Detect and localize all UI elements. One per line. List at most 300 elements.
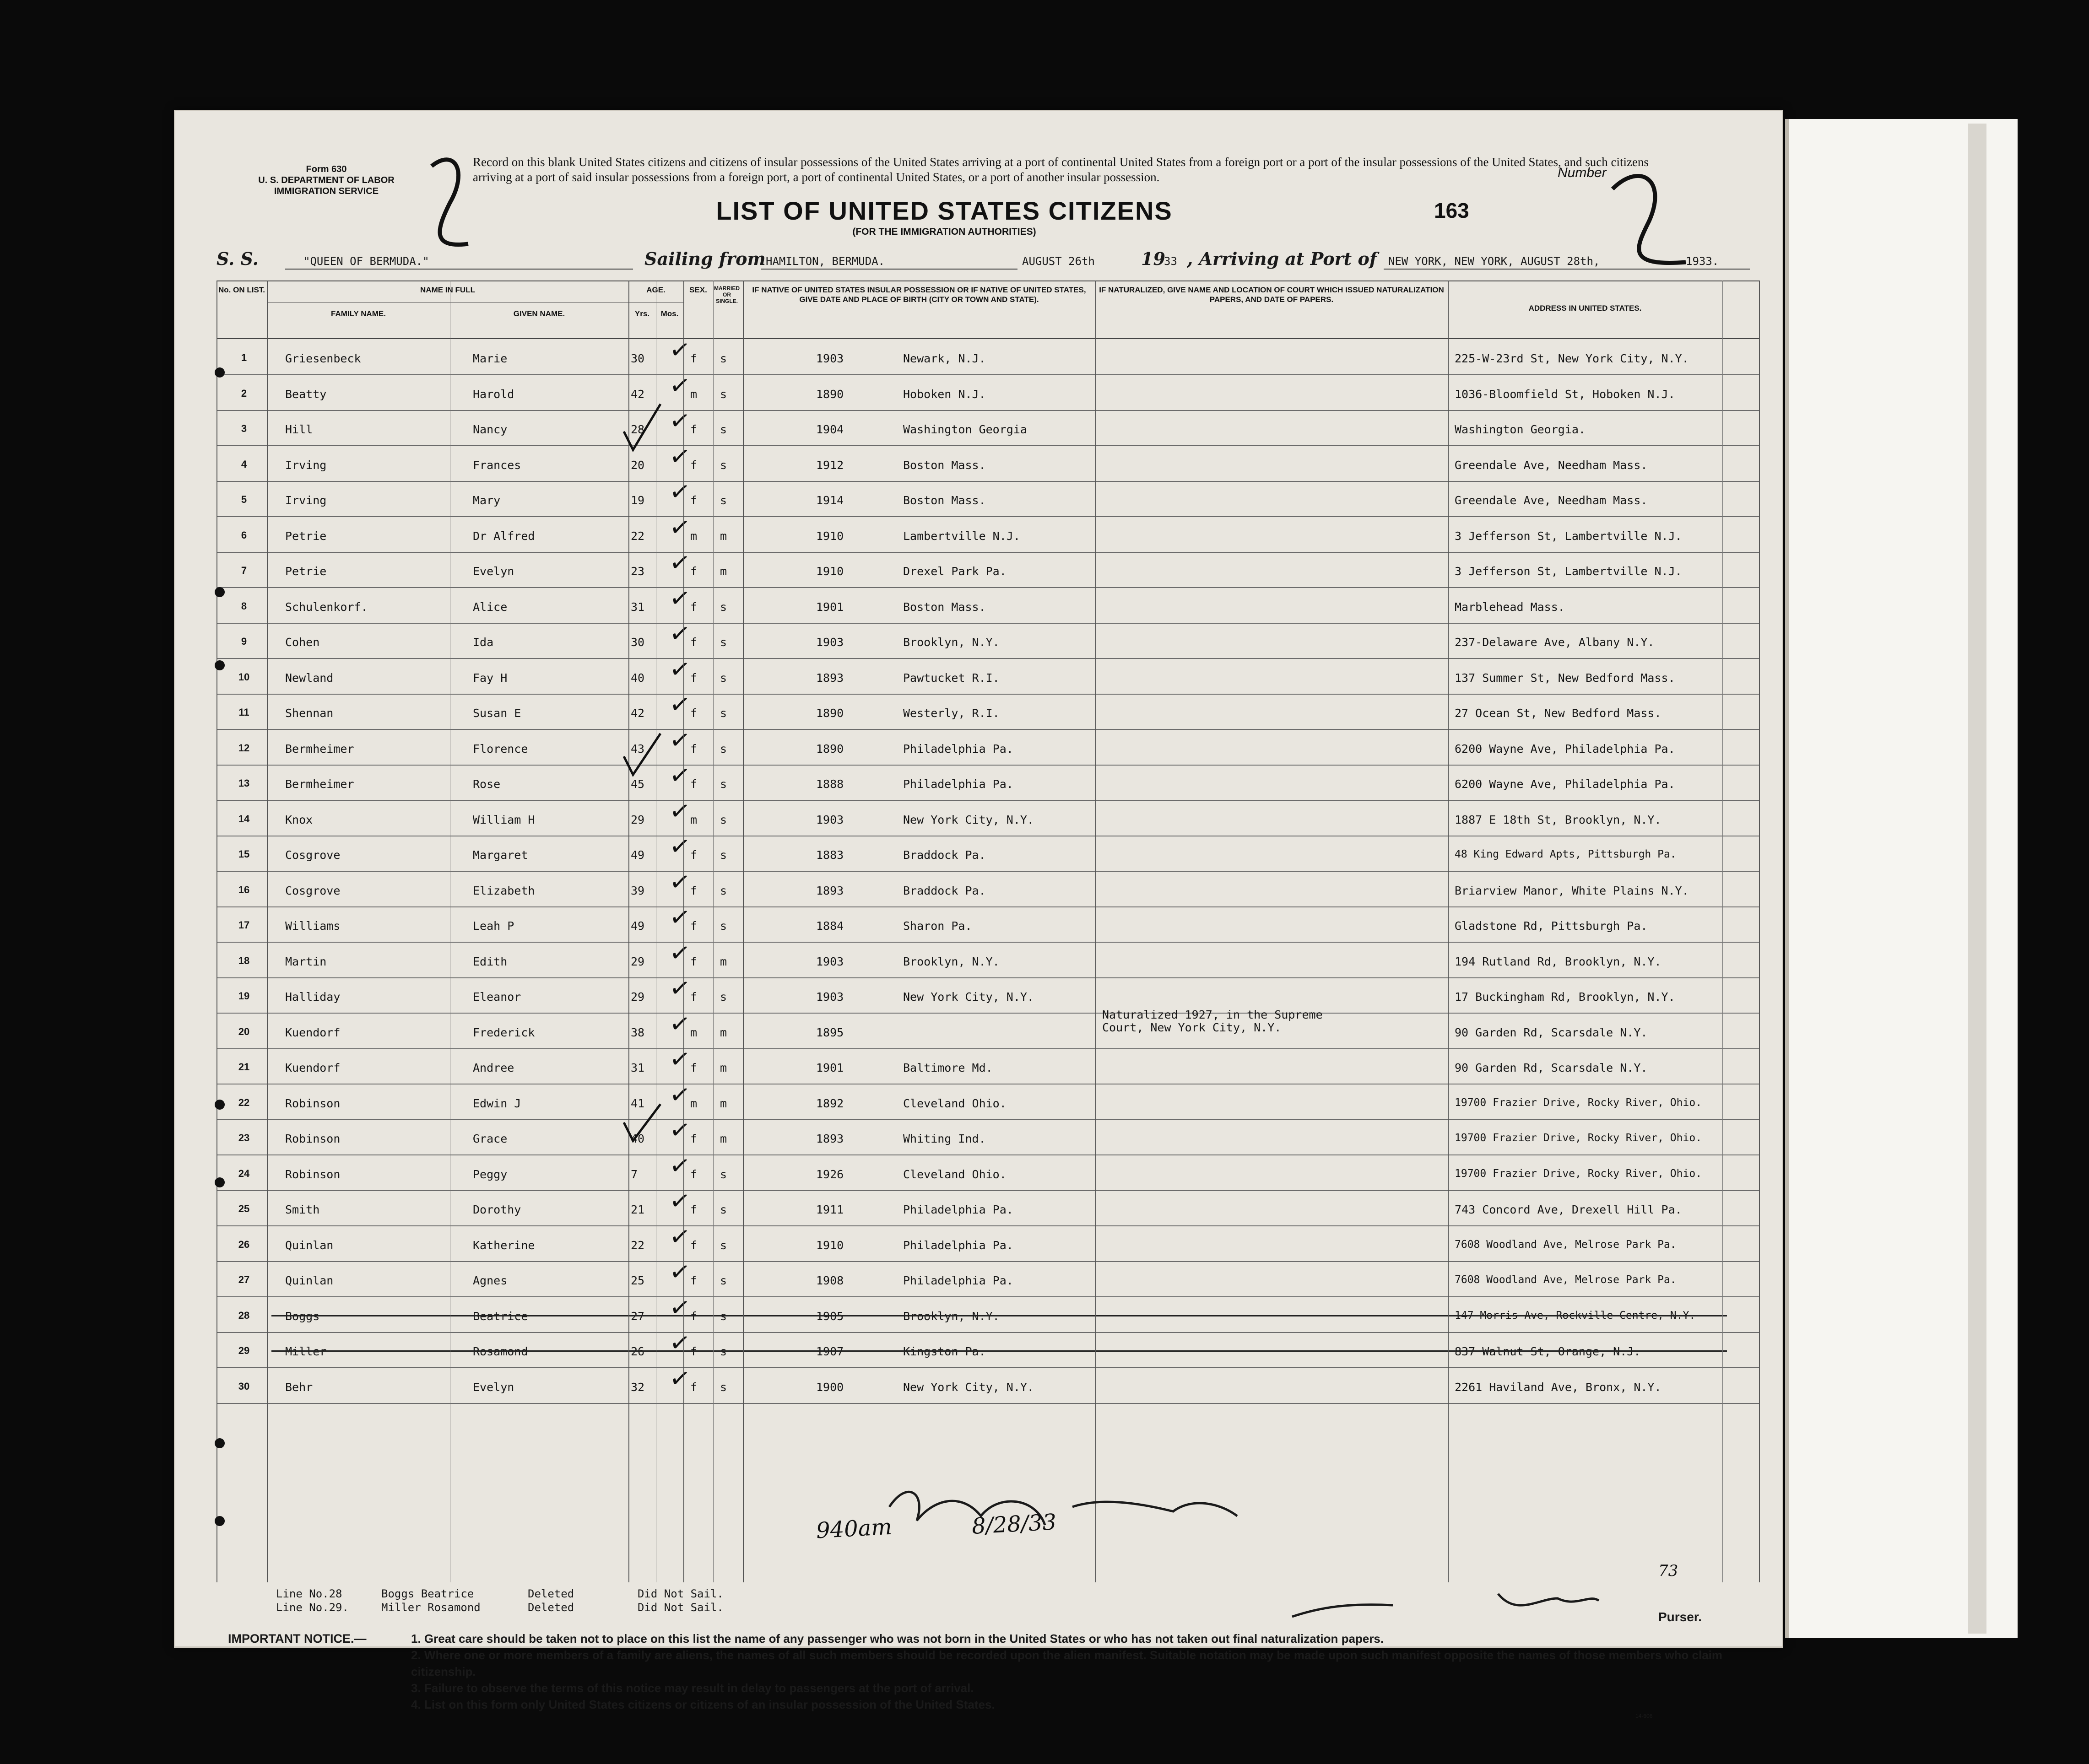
col-family-name: FAMILY NAME.: [331, 309, 386, 318]
cell-given: Margaret: [473, 848, 528, 862]
cell-place: Braddock Pa.: [903, 884, 986, 897]
year-prefix: 19: [1141, 248, 1165, 269]
cell-year: 1901: [816, 1061, 844, 1074]
cell-sex: f: [690, 1061, 698, 1074]
cell-year: 1903: [816, 352, 844, 365]
cell-address: 194 Rutland Rd, Brooklyn, N.Y.: [1455, 955, 1661, 968]
cell-year: 1912: [816, 458, 844, 472]
cell-given: Agnes: [473, 1274, 508, 1287]
cell-place: Boston Mass.: [903, 600, 986, 614]
cell-sex: f: [690, 1309, 698, 1323]
cell-year: 1888: [816, 777, 844, 791]
cell-given: Katherine: [473, 1238, 535, 1252]
cell-address: Greendale Ave, Needham Mass.: [1455, 494, 1648, 507]
cell-address: 48 King Edward Apts, Pittsburgh Pa.: [1455, 848, 1677, 860]
cell-sex: f: [690, 458, 698, 472]
cell-no: 1: [241, 352, 247, 363]
cell-place: Brooklyn, N.Y.: [903, 955, 1000, 968]
cell-no: 13: [238, 777, 250, 789]
cell-address: 6200 Wayne Ave, Philadelphia Pa.: [1455, 742, 1675, 755]
checkmark-strokes: [624, 404, 660, 1141]
cell-place: Philadelphia Pa.: [903, 742, 1013, 755]
cell-no: 2: [241, 387, 247, 399]
cell-place: Philadelphia Pa.: [903, 777, 1013, 791]
cell-ms: s: [720, 423, 727, 436]
purser-label: Purser.: [1658, 1610, 1702, 1624]
binding-hole: [215, 587, 225, 597]
cell-family: Irving: [285, 458, 327, 472]
cell-family: Hill: [285, 423, 313, 436]
cell-no: 23: [238, 1132, 250, 1144]
ship-name: "QUEEN OF BERMUDA.": [303, 255, 429, 268]
cell-age: 27: [631, 1309, 645, 1323]
cell-address: 743 Concord Ave, Drexell Hill Pa.: [1455, 1203, 1682, 1216]
manifest-sheet: [174, 110, 1783, 1719]
deletion-note-29: Line No.29. Miller Rosamond Deleted Did Not Sail.: [276, 1601, 724, 1614]
cell-family: Quinlan: [285, 1238, 334, 1252]
cell-place: Sharon Pa.: [903, 919, 972, 933]
cell-sex: f: [690, 1345, 698, 1358]
checkmark-icon: ✓: [667, 689, 693, 720]
cell-year: 1895: [816, 1025, 844, 1039]
cell-family: Robinson: [285, 1167, 341, 1181]
checkmark-icon: ✓: [667, 972, 693, 1004]
number-label: Number: [1558, 165, 1607, 180]
cell-sex: m: [690, 529, 698, 543]
cell-no: 30: [238, 1380, 250, 1392]
cell-family: Cosgrove: [285, 884, 341, 897]
cell-given: Elizabeth: [473, 884, 535, 897]
checkmark-icon: ✓: [667, 831, 693, 862]
cell-age: 22: [631, 1238, 645, 1252]
cell-age: 49: [631, 848, 645, 862]
cell-sex: f: [690, 1167, 698, 1181]
cell-address: 225-W-23rd St, New York City, N.Y.: [1455, 352, 1689, 365]
cell-age: 26: [631, 1345, 645, 1358]
cell-given: Marie: [473, 352, 508, 365]
cell-ms: s: [720, 1203, 727, 1216]
binding-hole: [215, 367, 225, 378]
cell-year: 1893: [816, 1132, 844, 1145]
checkmark-icon: ✓: [667, 760, 693, 791]
cell-age: 42: [631, 387, 645, 401]
cell-address: 19700 Frazier Drive, Rocky River, Ohio.: [1455, 1132, 1702, 1144]
cell-address: Greendale Ave, Needham Mass.: [1455, 458, 1648, 472]
cell-sex: f: [690, 919, 698, 933]
cell-no: 27: [238, 1274, 250, 1285]
cell-age: 41: [631, 1096, 645, 1110]
cell-age: 7: [631, 1167, 638, 1181]
cell-no: 11: [238, 707, 249, 718]
cell-age: 20: [631, 458, 645, 472]
checkmark-icon: ✓: [667, 724, 693, 756]
cell-sex: m: [690, 1096, 698, 1110]
from-port: HAMILTON, BERMUDA.: [766, 255, 885, 268]
ss-label: S. S.: [216, 248, 259, 269]
cell-no: 21: [238, 1061, 250, 1073]
cell-family: Boggs: [285, 1309, 320, 1323]
cell-given: Susan E: [473, 707, 521, 720]
cell-sex: f: [690, 636, 698, 649]
cell-address: 7608 Woodland Ave, Melrose Park Pa.: [1455, 1238, 1677, 1251]
cell-ms: s: [720, 707, 727, 720]
cell-sex: f: [690, 423, 698, 436]
cell-place: Philadelphia Pa.: [903, 1238, 1013, 1252]
col-sex: SEX.: [689, 286, 707, 294]
cell-age: 31: [631, 1061, 645, 1074]
cell-place: Baltimore Md.: [903, 1061, 993, 1074]
cell-given: Rose: [473, 777, 501, 791]
cell-address: 17 Buckingham Rd, Brooklyn, N.Y.: [1455, 990, 1675, 1003]
cell-ms: s: [720, 1274, 727, 1287]
cell-sex: m: [690, 1025, 698, 1039]
cell-ms: m: [720, 1132, 727, 1145]
checkmark-icon: ✓: [667, 582, 693, 614]
cell-family: Miller: [285, 1345, 327, 1358]
cell-year: 1883: [816, 848, 844, 862]
cell-given: Ida: [473, 636, 494, 649]
page-subtitle: (FOR THE IMMIGRATION AUTHORITIES): [852, 227, 1036, 237]
cell-place: Drexel Park Pa.: [903, 565, 1007, 578]
cell-family: Kuendorf: [285, 1061, 341, 1074]
cell-age: 31: [631, 600, 645, 614]
arrival-year: 1933.: [1686, 255, 1719, 268]
cell-age: 32: [631, 1380, 645, 1394]
cell-given: Dorothy: [473, 1203, 521, 1216]
cell-age: 40: [631, 671, 645, 685]
col-given-name: GIVEN NAME.: [513, 309, 565, 318]
checkmark-icon: ✓: [667, 1220, 693, 1252]
cell-no: 25: [238, 1203, 250, 1214]
cell-sex: f: [690, 1238, 698, 1252]
cell-family: Halliday: [285, 990, 341, 1003]
cell-address: 237-Delaware Ave, Albany N.Y.: [1455, 636, 1655, 649]
col-age: AGE.: [646, 286, 666, 294]
signature-purser: [1292, 1594, 1599, 1617]
cell-ms: m: [720, 1096, 727, 1110]
checkmark-icon: ✓: [667, 1256, 693, 1288]
cell-ms: s: [720, 1167, 727, 1181]
cell-age: 42: [631, 707, 645, 720]
cell-address: 2261 Haviland Ave, Bronx, N.Y.: [1455, 1380, 1661, 1394]
binding-hole: [215, 1177, 225, 1187]
cell-family: Quinlan: [285, 1274, 334, 1287]
checkmark-icon: ✓: [667, 1327, 693, 1359]
cell-no: 4: [241, 458, 247, 470]
cell-year: 1903: [816, 813, 844, 826]
cell-ms: m: [720, 565, 727, 578]
cell-place: Westerly, R.I.: [903, 707, 1000, 720]
cell-sex: f: [690, 884, 698, 897]
cell-given: Peggy: [473, 1167, 508, 1181]
cell-given: Edwin J: [473, 1096, 521, 1110]
cell-age: 43: [631, 742, 645, 755]
cell-sex: f: [690, 671, 698, 685]
stamp-date: 8/28/33: [971, 1509, 1057, 1539]
cell-family: Shennan: [285, 707, 334, 720]
cell-address: 3 Jefferson St, Lambertville N.J.: [1455, 565, 1682, 578]
cell-no: 6: [241, 529, 247, 541]
cell-family: Williams: [285, 919, 341, 933]
cell-place: New York City, N.Y.: [903, 990, 1034, 1003]
cell-no: 24: [238, 1167, 250, 1179]
cell-place: Washington Georgia: [903, 423, 1027, 436]
cell-given: Alice: [473, 600, 508, 614]
deletion-note-28: Line No.28 Boggs Beatrice Deleted Did Not Sail.: [276, 1587, 724, 1600]
notice-item-4: 4. List on this form only United States citizens or citizens of an insular possession of the United States.: [411, 1698, 995, 1711]
cell-place: Boston Mass.: [903, 458, 986, 472]
cell-family: Robinson: [285, 1132, 341, 1145]
cell-year: 1892: [816, 1096, 844, 1110]
cell-year: 1890: [816, 707, 844, 720]
col-yrs: Yrs.: [634, 309, 650, 318]
page-edge: [1968, 124, 1986, 1634]
cell-no: 7: [241, 565, 247, 576]
cell-ms: s: [720, 990, 727, 1003]
cell-given: Nancy: [473, 423, 508, 436]
cell-address: Marblehead Mass.: [1455, 600, 1565, 614]
cell-year: 1907: [816, 1345, 844, 1358]
notice-item-2: 2. Where one or more members of a family are aliens, the names of all such members should be recorded upon the alien manifest. Suitable notation may be made upon such manifest opposite the names of those members who claim citizenship.: [411, 1648, 1723, 1678]
arrival-port: NEW YORK, NEW YORK, AUGUST 28th,: [1388, 255, 1600, 268]
col-name-in-full: NAME IN FULL: [420, 286, 475, 294]
cell-place: Philadelphia Pa.: [903, 1274, 1013, 1287]
department: U. S. DEPARTMENT OF LABOR: [258, 175, 395, 185]
handwritten-sheet-number-left: [432, 160, 468, 245]
checkmark-icon: ✓: [667, 937, 693, 969]
cell-no: 28: [238, 1309, 250, 1321]
checkmark-icon: ✓: [667, 1185, 693, 1217]
cell-sex: f: [690, 1203, 698, 1216]
cell-year: 1893: [816, 884, 844, 897]
cell-no: 15: [238, 848, 250, 860]
cell-given: Dr Alfred: [473, 529, 535, 543]
cell-year: 1910: [816, 565, 844, 578]
cell-year: 1910: [816, 1238, 844, 1252]
cell-given: Andree: [473, 1061, 514, 1074]
cell-ms: s: [720, 1345, 727, 1358]
cell-ms: s: [720, 636, 727, 649]
page-number: 163: [1434, 199, 1469, 222]
cell-address: 90 Garden Rd, Scarsdale N.Y.: [1455, 1025, 1648, 1039]
cell-given: Mary: [473, 494, 501, 507]
cell-no: 9: [241, 636, 247, 647]
cell-place: Cleveland Ohio.: [903, 1167, 1007, 1181]
cell-sex: f: [690, 494, 698, 507]
notice-item-3: 3. Failure to observe the terms of this notice may result in delay to passengers at the port of arrival.: [411, 1681, 974, 1695]
sailing-label: Sailing from: [644, 248, 766, 269]
cell-place: Newark, N.J.: [903, 352, 986, 365]
cell-sex: f: [690, 352, 698, 365]
cell-given: Fay H: [473, 671, 508, 685]
checkmark-icon: ✓: [667, 1291, 693, 1323]
cell-year: 1901: [816, 600, 844, 614]
cell-given: Florence: [473, 742, 528, 755]
cell-family: Robinson: [285, 1096, 341, 1110]
cell-no: 17: [238, 919, 250, 931]
cell-sex: f: [690, 955, 698, 968]
cell-year: 1911: [816, 1203, 844, 1216]
checkmark-icon: ✓: [667, 369, 693, 401]
cell-no: 8: [241, 600, 247, 612]
cell-age: 28: [631, 423, 645, 436]
sail-year: 33: [1164, 255, 1177, 268]
sail-date: AUGUST 26th: [1022, 255, 1095, 268]
cell-address: 1887 E 18th St, Brooklyn, N.Y.: [1455, 813, 1661, 826]
notice-item-1: 1. Great care should be taken not to place on this list the name of any passenger who was not born in the United States or who has not taken out final naturalization papers.: [411, 1632, 1384, 1645]
cell-no: 29: [238, 1345, 250, 1356]
cell-place: Kingston Pa.: [903, 1345, 986, 1358]
cell-year: 1910: [816, 529, 844, 543]
cell-address: 19700 Frazier Drive, Rocky River, Ohio.: [1455, 1096, 1702, 1109]
col-address: ADDRESS IN UNITED STATES.: [1528, 304, 1642, 313]
cell-address: 6200 Wayne Ave, Philadelphia Pa.: [1455, 777, 1675, 791]
cell-no: 20: [238, 1025, 250, 1037]
cell-place: Cleveland Ohio.: [903, 1096, 1007, 1110]
cell-age: 39: [631, 884, 645, 897]
checkmark-icon: ✓: [667, 440, 693, 472]
cell-address: 90 Garden Rd, Scarsdale N.Y.: [1455, 1061, 1648, 1074]
cell-no: 18: [238, 955, 250, 966]
cell-no: 22: [238, 1096, 250, 1108]
form-instructions: Record on this blank United States citizens and citizens of insular possessions of the United States arriving at a port of continental United States from a foreign port or a port of the insular possessions of the United States, and such citizens arriving at a port of said insular possessions from a foreign port, a port of continental United States, or a port of another insular possession.: [473, 155, 1649, 184]
checkmark-icon: ✓: [667, 1114, 693, 1146]
cell-year: 1908: [816, 1274, 844, 1287]
cell-given: Frances: [473, 458, 521, 472]
col-naturalized: IF NATURALIZED, GIVE NAME AND LOCATION OF COURT WHICH ISSUED NATURALIZATION PAPERS, AND DATE OF PAPERS.: [1099, 286, 1444, 304]
cell-age: 40: [631, 1132, 645, 1145]
cell-place: New York City, N.Y.: [903, 813, 1034, 826]
checkmark-icon: ✓: [667, 1079, 693, 1111]
cell-sex: f: [690, 777, 698, 791]
cell-ms: m: [720, 955, 727, 968]
binding-hole: [215, 660, 225, 670]
cell-ms: s: [720, 1380, 727, 1394]
cell-place: Braddock Pa.: [903, 848, 986, 862]
cell-ms: m: [720, 529, 727, 543]
cell-sex: m: [690, 387, 698, 401]
cell-ms: s: [720, 1238, 727, 1252]
cell-family: Kuendorf: [285, 1025, 341, 1039]
cell-no: 12: [238, 742, 250, 754]
cell-family: Bermheimer: [285, 742, 354, 755]
cell-age: 19: [631, 494, 645, 507]
cell-year: 1890: [816, 742, 844, 755]
cell-no: 10: [238, 671, 250, 683]
cell-age: 30: [631, 636, 645, 649]
cell-given: Rosamond: [473, 1345, 528, 1358]
cell-ms: s: [720, 848, 727, 862]
form-number: Form 630: [306, 164, 347, 174]
cell-sex: f: [690, 1132, 698, 1145]
cell-sex: m: [690, 813, 698, 826]
checkmark-icon: ✓: [667, 547, 693, 578]
checkmark-icon: ✓: [667, 1362, 693, 1394]
form-code: 14-606: [1635, 1713, 1653, 1719]
cell-no: 26: [238, 1238, 250, 1250]
cell-sex: f: [690, 600, 698, 614]
cell-year: 1926: [816, 1167, 844, 1181]
cell-family: Petrie: [285, 565, 327, 578]
checkmark-icon: ✓: [667, 511, 693, 543]
cell-year: 1893: [816, 671, 844, 685]
cell-age: 23: [631, 565, 645, 578]
col-line-no: No. ON LIST.: [218, 286, 265, 294]
cell-sex: f: [690, 1274, 698, 1287]
cell-address: 19700 Frazier Drive, Rocky River, Ohio.: [1455, 1167, 1702, 1180]
cell-sex: f: [690, 848, 698, 862]
cell-year: 1905: [816, 1309, 844, 1323]
cell-given: Frederick: [473, 1025, 535, 1039]
col-mos: Mos.: [660, 309, 679, 318]
checkmark-icon: ✓: [667, 476, 693, 507]
cell-family: Griesenbeck: [285, 352, 361, 365]
cell-place: Brooklyn, N.Y.: [903, 1309, 1000, 1323]
cell-sex: f: [690, 707, 698, 720]
cell-given: Leah P: [473, 919, 514, 933]
cell-age: 30: [631, 352, 645, 365]
cell-year: 1914: [816, 494, 844, 507]
cell-no: 19: [238, 990, 250, 1002]
cell-ms: s: [720, 742, 727, 755]
cell-place: Whiting Ind.: [903, 1132, 986, 1145]
cell-age: 29: [631, 813, 645, 826]
cell-family: Beatty: [285, 387, 327, 401]
cell-family: Schulenkorf.: [285, 600, 368, 614]
cell-address: 147 Morris Ave, Rockville Centre, N.Y.: [1455, 1309, 1696, 1322]
signature-inspector: [889, 1492, 1237, 1525]
cell-no: 3: [241, 423, 247, 434]
cell-family: Behr: [285, 1380, 313, 1394]
cell-place: Hoboken N.J.: [903, 387, 986, 401]
checkmark-icon: ✓: [667, 795, 693, 827]
cell-family: Bermheimer: [285, 777, 354, 791]
handwriting-layer: [175, 111, 1782, 1646]
cell-place: Lambertville N.J.: [903, 529, 1020, 543]
cell-ms: m: [720, 1025, 727, 1039]
cell-year: 1890: [816, 387, 844, 401]
cell-ms: s: [720, 494, 727, 507]
cell-address: Washington Georgia.: [1455, 423, 1586, 436]
cell-ms: s: [720, 1309, 727, 1323]
cell-place: Philadelphia Pa.: [903, 1203, 1013, 1216]
cell-family: Irving: [285, 494, 327, 507]
cell-ms: s: [720, 352, 727, 365]
cell-sex: f: [690, 990, 698, 1003]
handwritten-total: 73: [1658, 1562, 1678, 1580]
cell-given: Edith: [473, 955, 508, 968]
cell-address: 7608 Woodland Ave, Melrose Park Pa.: [1455, 1274, 1677, 1286]
cell-address: Gladstone Rd, Pittsburgh Pa.: [1455, 919, 1648, 933]
cell-age: 29: [631, 955, 645, 968]
arriving-label: , Arriving at Port of: [1187, 248, 1377, 269]
cell-family: Smith: [285, 1203, 320, 1216]
cell-age: 25: [631, 1274, 645, 1287]
checkmark-icon: ✓: [667, 405, 693, 437]
handwritten-sheet-number-right: [1613, 176, 1686, 263]
stamp-time: 940am: [815, 1514, 893, 1544]
cell-given: Grace: [473, 1132, 508, 1145]
checkmark-icon: ✓: [667, 334, 693, 366]
cell-sex: f: [690, 742, 698, 755]
cell-given: Harold: [473, 387, 514, 401]
cell-family: Martin: [285, 955, 327, 968]
cell-address: 3 Jefferson St, Lambertville N.J.: [1455, 529, 1682, 543]
cell-age: 45: [631, 777, 645, 791]
cell-address: Briarview Manor, White Plains N.Y.: [1455, 884, 1689, 897]
cell-place: Pawtucket R.I.: [903, 671, 1000, 685]
cell-sex: f: [690, 1380, 698, 1394]
